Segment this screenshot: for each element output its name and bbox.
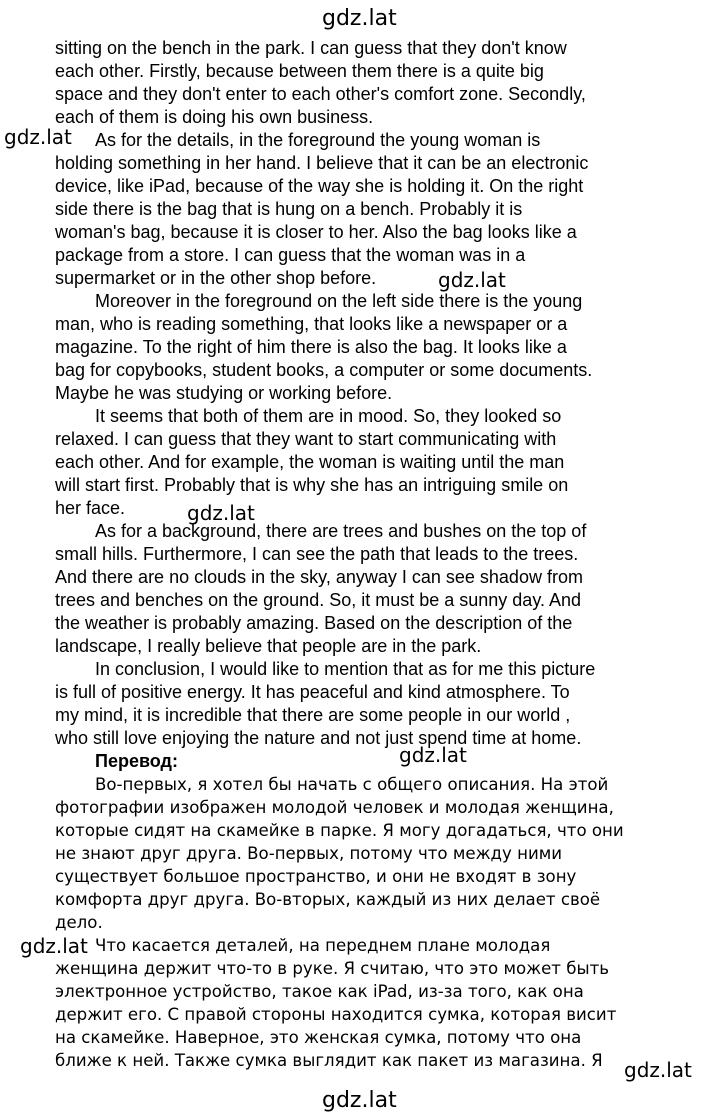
text-line: Во-первых, я хотел бы начать с общего описания. На этой	[95, 775, 609, 794]
watermark-middle: gdz.lat	[187, 501, 255, 525]
text-line: And there are no clouds in the sky, anyway I can see shadow from	[55, 567, 583, 587]
text-line: дело.	[55, 913, 103, 932]
text-line: space and they don't enter to each other's comfort zone. Secondly,	[55, 84, 586, 104]
text-line: her face.	[55, 498, 126, 518]
text-line: которые сидят на скамейке в парке. Я могу догадаться, что они	[55, 821, 624, 840]
text-line: bag for copybooks, student books, a computer or some documents.	[55, 360, 593, 380]
text-line: In conclusion, I would like to mention that as for me this picture	[95, 659, 596, 679]
watermark-middle: gdz.lat	[438, 268, 506, 292]
text-line: small hills. Furthermore, I can see the path that leads to the trees.	[55, 544, 579, 564]
text-line: существует большое пространство, и они не входят в зону	[55, 867, 577, 886]
watermark-right: gdz.lat	[624, 1058, 692, 1082]
section-heading: Перевод:	[95, 751, 178, 771]
watermark-bottom: gdz.lat	[322, 1088, 397, 1113]
text-line: Maybe he was studying or working before.	[55, 383, 393, 403]
watermark-top: gdz.lat	[322, 6, 397, 31]
text-line: ближе к ней. Также сумка выглядит как пакет из магазина. Я	[55, 1051, 603, 1070]
text-line: each other. And for example, the woman is waiting until the man	[55, 452, 565, 472]
text-line: Moreover in the foreground on the left side there is the young	[95, 291, 583, 311]
text-line: my mind, it is incredible that there are some people in our world ,	[55, 705, 571, 725]
text-line: As for the details, in the foreground the young woman is	[95, 130, 541, 150]
watermark-left: gdz.lat	[20, 934, 88, 958]
text-line: package from a store. I can guess that the woman was in a	[55, 245, 526, 265]
watermark-left: gdz.lat	[4, 125, 72, 149]
text-line: the weather is probably amazing. Based on the description of the	[55, 613, 573, 633]
text-line: who still love enjoying the nature and not just spend time at home.	[55, 728, 582, 748]
text-line: trees and benches on the ground. So, it must be a sunny day. And	[55, 590, 582, 610]
text-line: комфорта друг друга. Во-вторых, каждый из них делает своё	[55, 890, 601, 909]
text-line: фотографии изображен молодой человек и молодая женщина,	[55, 798, 614, 817]
text-line: supermarket or in the other shop before.	[55, 268, 377, 288]
text-line: is full of positive energy. It has peaceful and kind atmosphere. To	[55, 682, 570, 702]
text-line: man, who is reading something, that looks like a newspaper or a	[55, 314, 568, 334]
text-line: электронное устройство, такое как iPad, из-за того, как она	[55, 982, 584, 1001]
text-line: Что касается деталей, на переднем плане молодая	[95, 936, 551, 955]
text-line: держит его. С правой стороны находится сумка, которая висит	[55, 1005, 617, 1024]
text-line: holding something in her hand. I believe that it can be an electronic	[55, 153, 589, 173]
document-text	[55, 37, 655, 1072]
text-line: magazine. To the right of him there is also the bag. It looks like a	[55, 337, 567, 357]
watermark-middle: gdz.lat	[399, 743, 467, 767]
text-line: will start first. Probably that is why she has an intriguing smile on	[55, 475, 569, 495]
text-line: As for a background, there are trees and bushes on the top of	[95, 521, 587, 541]
text-line: side there is the bag that is hung on a bench. Probably it is	[55, 199, 523, 219]
text-line: woman's bag, because it is closer to her. Also the bag looks like a	[55, 222, 577, 242]
text-line: на скамейке. Наверное, это женская сумка, потому что она	[55, 1028, 582, 1047]
text-line: sitting on the bench in the park. I can guess that they don't know	[55, 38, 567, 58]
text-line: device, like iPad, because of the way she is holding it. On the right	[55, 176, 584, 196]
text-line: landscape, I really believe that people are in the park.	[55, 636, 482, 656]
text-line: женщина держит что-то в руке. Я считаю, что это может быть	[55, 959, 610, 978]
text-line: не знают друг друга. Во-первых, потому что между ними	[55, 844, 563, 863]
text-line: It seems that both of them are in mood. So, they looked so	[95, 406, 562, 426]
text-line: relaxed. I can guess that they want to start communicating with	[55, 429, 557, 449]
text-line: each of them is doing his own business.	[55, 107, 374, 127]
text-line: each other. Firstly, because between them there is a quite big	[55, 61, 544, 81]
